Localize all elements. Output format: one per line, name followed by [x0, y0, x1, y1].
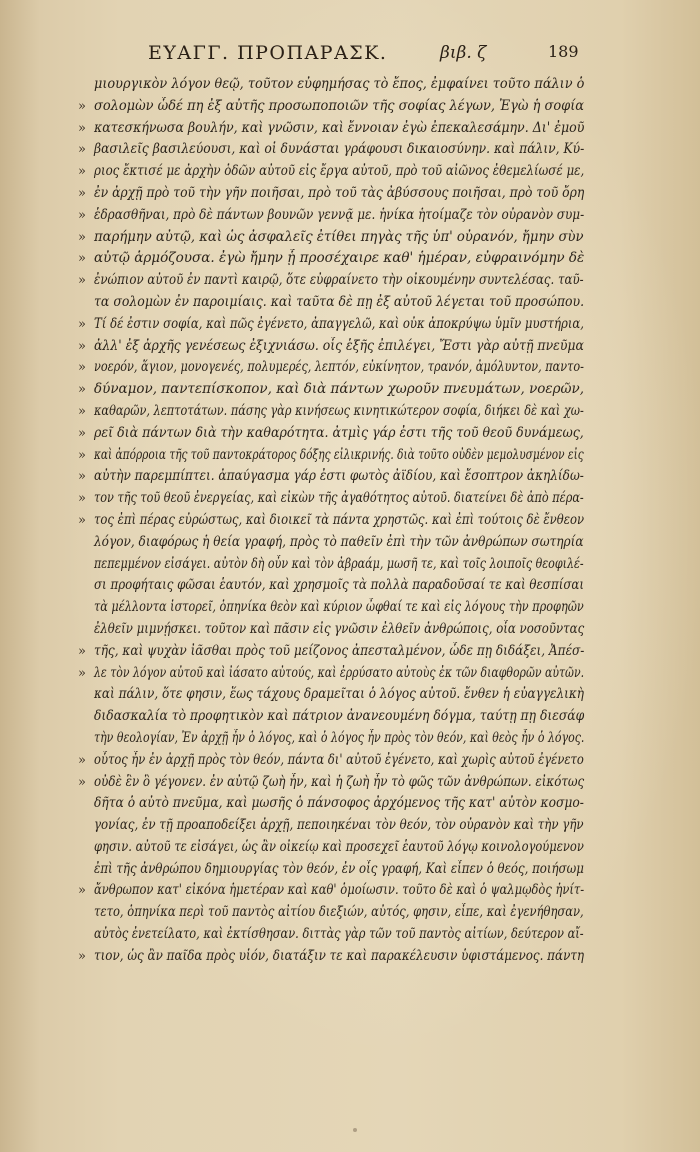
text-line	[94, 815, 584, 837]
text-line	[94, 597, 584, 619]
quotation-mark: »	[78, 316, 86, 332]
quotation-mark: »	[78, 774, 86, 790]
line-text: δῆτα ὁ αὐτὸ πνεῦμα, καὶ μωσῆς ὁ πάνσοφος ἀρχόμενος τῆς κατ' αὐτὸν κοσμο-	[94, 795, 584, 812]
text-line	[78, 161, 585, 183]
text-line	[78, 227, 584, 249]
line-text: αὐτὴν παρεμπίπτει. ἀπαύγασμα γάρ ἐστι φωτὸς ἀϊδίου, καὶ ἔσοπτρον ἀκηλίδω-	[94, 468, 584, 485]
text-line	[78, 750, 584, 772]
quotation-mark: »	[78, 948, 86, 964]
line-text: αὐτῷ ἁρμόζουσα. ἐγὼ ἤμην ᾗ προσέχαιρε καθ' ἡμέραν, εὐφραινόμην δὲ	[94, 250, 585, 267]
line-text: πεπεμμένον εἰσάγει. αὐτὸν δὴ οὖν καὶ τὸν ἀβραάμ, μωσῆ τε, καὶ τοῖς λοιποῖς θεοφιλέ-	[94, 555, 584, 572]
line-text: κατεσκήνωσα βουλήν, καὶ γνῶσιν, καὶ ἔννοιαν ἐγὼ ἐπεκαλεσάμην. Δι' ἐμοῦ	[94, 119, 585, 136]
ink-spot	[353, 1128, 357, 1132]
quotation-mark: »	[78, 98, 86, 114]
running-title: ΕΥΑΓΓ. ΠΡΟΠΑΡΑΣΚ.	[148, 42, 388, 64]
quotation-mark: »	[78, 273, 86, 289]
book-number: βιβ. ζ	[440, 43, 487, 63]
text-line	[94, 554, 584, 576]
quotation-mark: »	[78, 469, 86, 485]
quotation-mark: »	[78, 512, 86, 528]
line-text: ἑδρασθῆναι, πρὸ δὲ πάντων βουνῶν γεννᾷ με. ἡνίκα ἡτοίμαζε τὸν οὐρανὸν συμ-	[94, 206, 585, 223]
line-text: ἐνώπιον αὐτοῦ ἐν παντὶ καιρῷ, ὅτε εὐφραίνετο τὴν οἰκουμένην συντελέσας. ταῦ-	[94, 272, 584, 289]
text-line	[78, 118, 585, 140]
line-text: ριος ἔκτισέ με ἀρχὴν ὁδῶν αὐτοῦ εἰς ἔργα αὐτοῦ, πρὸ τοῦ αἰῶνος ἐθεμελίωσέ με,	[94, 163, 585, 180]
text-line	[78, 510, 585, 532]
text-line	[78, 466, 584, 488]
line-text: ρεῖ διὰ πάντων διὰ τὴν καθαρότητα. ἀτμὶς γάρ ἐστι τῆς τοῦ θεοῦ δυνάμεως,	[94, 424, 584, 441]
quotation-mark: »	[78, 403, 86, 419]
line-text: ἐπὶ τῆς ἀνθρώπου δημιουργίας τὸν θεόν, ἐν οἷς γραφή, Καὶ εἶπεν ὁ θεός, ποιήσωμ	[94, 860, 584, 877]
line-text: τα σολομὼν ἐν παροιμίαις. καὶ ταῦτα δὲ πῃ ἐξ αὐτοῦ λέγεται τοῦ προσώπου.	[94, 293, 585, 310]
text-line	[78, 663, 585, 685]
quotation-mark: »	[78, 643, 86, 659]
text-line	[78, 401, 584, 423]
text-line	[94, 924, 584, 946]
line-text: καὶ πάλιν, ὅτε φησιν, ἕως τάχους δραμεῖται ὁ λόγος αὐτοῦ. ἔνθεν ἡ εὐαγγελικὴ	[94, 686, 584, 703]
line-text: καὶ ἀπόρροια τῆς τοῦ παντοκράτορος δόξης εἰλικρινής. διὰ τοῦτο οὐδὲν μεμολυσμένον εἰς	[94, 446, 584, 463]
quotation-mark: »	[78, 360, 86, 376]
line-text: Τί δέ ἐστιν σοφία, καὶ πῶς ἐγένετο, ἀπαγγελῶ, καὶ οὐκ ἀποκρύψω ὑμῖν μυστήρια,	[94, 315, 584, 332]
text-line	[94, 837, 584, 859]
quotation-mark: »	[78, 164, 86, 180]
line-text: τῆς, καὶ ψυχὰν ἰᾶσθαι πρὸς τοῦ μείζονος ἀπεσταλμένον, ὧδε πῃ διδάξει, Ἀπέσ-	[94, 642, 585, 659]
quotation-mark: »	[78, 382, 86, 398]
body-text	[78, 74, 585, 968]
text-line	[78, 336, 584, 358]
quotation-mark: »	[78, 883, 86, 899]
text-line	[78, 139, 585, 161]
line-text: οὐδὲ ἓν ὃ γέγονεν. ἐν αὐτῷ ζωὴ ἦν, καὶ ἡ ζωὴ ἦν τὸ φῶς τῶν ἀνθρώπων. εἰκότως	[94, 773, 585, 790]
line-text: ἐν ἀρχῇ πρὸ τοῦ τὴν γῆν ποιῆσαι, πρὸ τοῦ τὰς ἀβύσσους ποιῆσαι, πρὸ τοῦ ὄρη	[94, 184, 585, 201]
quotation-mark: »	[78, 120, 86, 136]
line-text: ἐλθεῖν μιμνῄσκει. τοῦτον καὶ πᾶσιν εἰς γνῶσιν ἐλθεῖν ἀνθρώποις, οἷα νοσοῦντας	[94, 620, 585, 637]
quotation-mark: »	[78, 491, 86, 507]
text-line	[94, 728, 584, 750]
quotation-mark: »	[78, 251, 86, 267]
text-line	[78, 641, 585, 663]
quotation-mark: »	[78, 338, 86, 354]
line-text: νοερόν, ἅγιον, μονογενές, πολυμερές, λεπτόν, εὐκίνητον, τρανόν, ἀμόλυντον, παντο-	[94, 359, 584, 376]
text-line	[78, 946, 585, 968]
text-line	[94, 532, 584, 554]
line-text: καθαρῶν, λεπτοτάτων. πάσης γὰρ κινήσεως κινητικώτερον σοφία, διήκει δὲ καὶ χω-	[94, 402, 584, 419]
text-line	[78, 183, 585, 205]
quotation-mark: »	[78, 142, 86, 158]
text-line	[78, 314, 584, 336]
text-line	[94, 575, 584, 597]
line-text: τετο, ὁπηνίκα περὶ τοῦ παντὸς αἰτίου διεξιών, αὐτός, φησιν, εἶπε, καὶ ἐγενήθησαν,	[94, 904, 584, 921]
quotation-mark: »	[78, 185, 86, 201]
text-line	[78, 357, 584, 379]
line-text: αὐτὸς ἐνετείλατο, καὶ ἐκτίσθησαν. διττὰς γὰρ τῶν τοῦ παντὸς αἰτίων, δεύτερον αἴ-	[94, 926, 584, 943]
text-line	[78, 488, 584, 510]
line-text: τὴν θεολογίαν, Ἐν ἀρχῇ ἦν ὁ λόγος, καὶ ὁ λόγος ἦν πρὸς τὸν θεόν, καὶ θεὸς ἦν ὁ λόγος.	[94, 729, 585, 746]
text-line	[78, 248, 585, 270]
text-line	[94, 74, 584, 96]
text-line	[78, 423, 584, 445]
line-text: σολομὼν ὧδέ πη ἐξ αὐτῆς προσωποποιῶν τῆς σοφίας λέγων, Ἐγὼ ἡ σοφία	[94, 97, 585, 114]
text-line	[94, 793, 584, 815]
quotation-mark: »	[78, 665, 86, 681]
text-line	[78, 379, 585, 401]
text-line	[94, 619, 584, 641]
line-text: φησιν. αὐτοῦ τε εἰσάγει, ὡς ἂν οἰκείῳ καὶ προσεχεῖ ἑαυτοῦ λόγῳ κοινολογούμενον	[94, 838, 584, 855]
line-text: τος ἐπὶ πέρας εὐρώστως, καὶ διοικεῖ τὰ πάντα χρηστῶς. καὶ ἐπὶ τούτοις δὲ ἔνθεον	[94, 511, 585, 528]
line-text: δύναμον, παντεπίσκοπον, καὶ διὰ πάντων χωροῦν πνευμάτων, νοερῶν,	[94, 381, 585, 398]
line-text: μιουργικὸν λόγον θεῷ, τοῦτον εὐφημήσας τὸ ἔπος, ἐμφαίνει τοῦτο πάλιν ὁ	[94, 76, 585, 92]
text-line	[94, 292, 584, 314]
quotation-mark: »	[78, 447, 86, 463]
text-line	[78, 445, 584, 467]
line-text: ἄνθρωπον κατ' εἰκόνα ἡμετέραν καὶ καθ' ὁμοίωσιν. τοῦτο δὲ καὶ ὁ ψαλμῳδὸς ἡνίτ-	[94, 882, 585, 899]
line-text: βασιλεῖς βασιλεύουσι, καὶ οἱ δυνάσται γράφουσι δικαιοσύνην. καὶ πάλιν, Κύ-	[94, 141, 585, 158]
line-text: οὗτος ἦν ἐν ἀρχῇ πρὸς τὸν θεόν, πάντα δι' αὐτοῦ ἐγένετο, καὶ χωρὶς αὐτοῦ ἐγένετο	[94, 751, 584, 768]
line-text: λόγον, διαφόρως ἡ θεία γραφή, πρὸς τὸ παθεῖν ἐπὶ τὴν τῶν ἀνθρώπων σωτηρία	[94, 533, 584, 550]
running-head	[0, 40, 700, 70]
text-line	[78, 880, 585, 902]
quotation-mark: »	[78, 425, 86, 441]
line-text: ἀλλ' ἐξ ἀρχῆς γενέσεως ἐξιχνιάσω. οἷς ἑξῆς ἐπιλέγει, Ἔστι γὰρ αὐτῇ πνεῦμα	[94, 337, 584, 354]
line-text: τὰ μέλλοντα ἱστορεῖ, ὁπηνίκα θεὸν καὶ κύριον ὦφθαί τε καὶ εἰς λόγους τὴν προφηῶν	[94, 599, 584, 616]
line-text: τον τῆς τοῦ θεοῦ ἐνεργείας, καὶ εἰκὼν τῆς ἀγαθότητος αὐτοῦ. διατείνει δὲ ἀπὸ πέρα-	[94, 490, 584, 507]
quotation-mark: »	[78, 207, 86, 223]
text-line	[78, 205, 585, 227]
text-line	[94, 684, 584, 706]
text-line	[78, 270, 584, 292]
line-text: τιον, ὡς ἂν παῖδα πρὸς υἱόν, διατάξιν τε καὶ παρακέλευσιν ὑφιστάμενος. πάντη	[94, 947, 585, 964]
line-text: παρήμην αὐτῷ, καὶ ὡς ἀσφαλεῖς ἐτίθει πηγὰς τῆς ὑπ' οὐρανόν, ἤμην σὺν	[94, 228, 584, 245]
page-number: 189	[548, 42, 579, 61]
text-line	[94, 706, 584, 728]
line-text: διδασκαλία τὸ προφητικὸν καὶ πάτριον ἀνανεουμένη δόγμα, ταύτῃ πῃ διεσάφ	[94, 708, 585, 725]
line-text: σι προφήταις φῶσαι ἑαυτόν, καὶ χρησμοῖς τὰ πολλὰ παραδοῦσαί τε καὶ θεσπίσαι	[94, 577, 585, 594]
quotation-mark: »	[78, 229, 86, 245]
text-line	[94, 859, 584, 881]
text-line	[94, 902, 584, 924]
text-line	[78, 96, 585, 118]
line-text: λε τὸν λόγον αὐτοῦ καὶ ἰάσατο αὐτούς, καὶ ἐρρύσατο αὐτοὺς ἐκ τῶν διαφθορῶν αὐτῶν.	[94, 664, 585, 681]
quotation-mark: »	[78, 752, 86, 768]
text-line	[78, 772, 585, 794]
line-text: γονίας, ἐν τῇ προαποδείξει ἀρχῇ, πεποιηκέναι τὸν θεόν, τὸν οὐρανὸν καὶ τὴν γῆν	[94, 817, 584, 834]
